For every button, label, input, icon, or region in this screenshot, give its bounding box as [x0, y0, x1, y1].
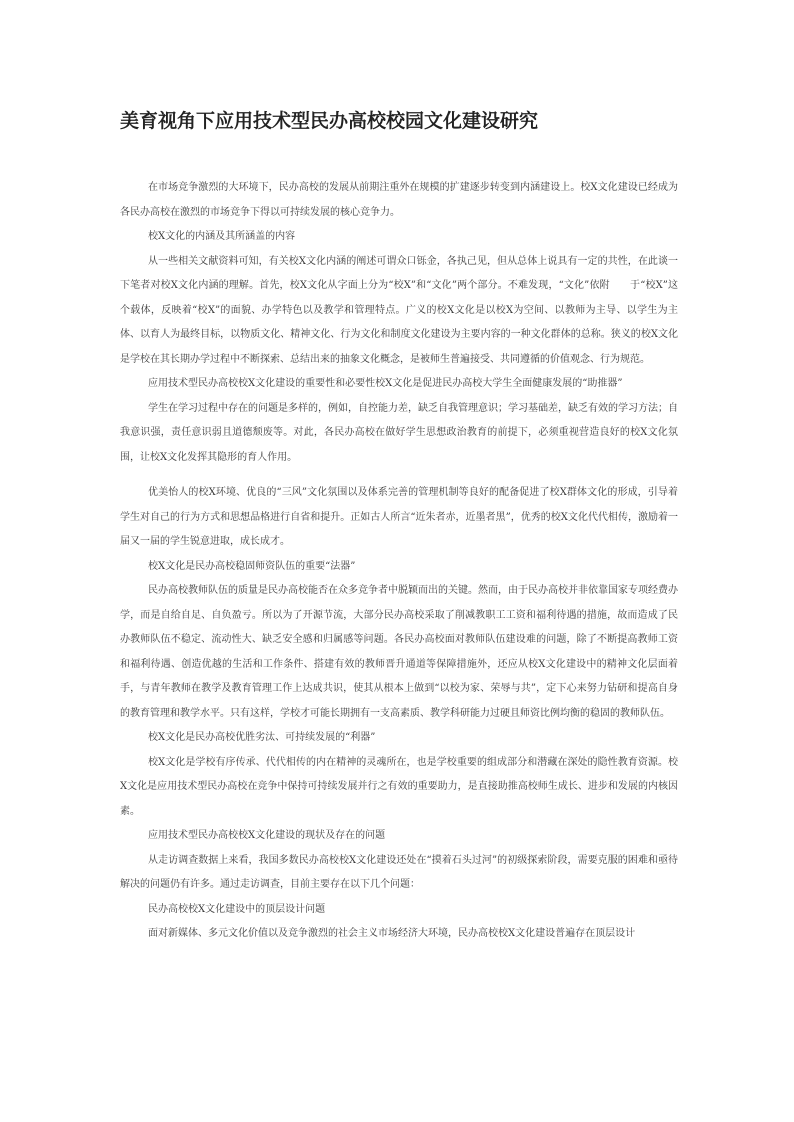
section-heading: 应用技术型民办高校校X文化建设的现状及存在的问题 [148, 830, 386, 841]
body-paragraph: 面对新媒体、多元文化价值以及竞争激烈的社会主义市场经济大环境，民办高校校X文化建设普遍存在顶层设计 [148, 928, 636, 939]
document-body [120, 176, 678, 947]
body-paragraph: 从走访调查数据上来看，我国多数民办高校校X文化建设还处在“摸着石头过河”的初级探索阶段，需要克服的困难和亟待解决的问题仍有许多。通过走访调查，目前主要存在以下几个问题： [120, 854, 678, 890]
body-paragraph: 从一些相关文献资料可知，有关校X文化内涵的阐述可谓众口铄金，各执己见，但从总体上说具有一定的共性，在此谈一下笔者对校X文化内涵的理解。首先，校X文化从字面上分为“校X”和“文化”两个部分。不难发现，“文化”依附 于“校X”这个载体，反映着“校X”的面貌、办学特色以及教学和管理特点。广义的校X文化是以校X为空间、以教师为主导、以学生为主体、以育人为最终目标，以物质文化、精神文化、行为文化和制度文化建设为主要内容的一种文化群体的总称。狭义的校X文化是学校在其长期办学过程中不断探索、总结出来的抽象文化概念，是被师生普遍接受、共同遵循的价值观念、行为规范。 [120, 255, 678, 365]
body-paragraph: 民办高校教师队伍的质量是民办高校能否在众多竞争者中脱颖而出的关键。然而，由于民办高校并非依靠国家专项经费办学，而是自给自足、自负盈亏。所以为了开源节流，大部分民办高校采取了削减教职工工资和福利待遇的措施，故而造成了民办教师队伍不稳定、流动性大、缺乏安全感和归属感等问题。各民办高校面对教师队伍建设难的问题，除了不断提高教师工资和福利待遇、创造优越的生活和工作条件、搭建有效的教师晋升通道等保障措施外，还应从校X文化建设中的精神文化层面着手，与青年教师在教学及教育管理工作上达成共识，使其从根本上做到“以校为家、荣辱与共”，定下心来努力钻研和提高自身的教育管理和教学水平。只有这样，学校才可能长期拥有一支高素质、教学科研能力过硬且师资比例均衡的稳固的教师队伍。 [120, 585, 678, 719]
section-heading: 民办高校校X文化建设中的顶层设计问题 [148, 903, 326, 915]
section-heading: 应用技术型民办高校校X文化建设的重要性和必要性校X文化是促进民办高校大学生全面健康发展的“助推器” [148, 378, 623, 389]
body-paragraph: 优美怡人的校X环境、优良的“三风”文化氛围以及体系完善的管理机制等良好的配备促进了校X群体文化的形成，引导着学生对自己的行为方式和思想品格进行自省和提升。正如古人所言“近朱者赤，近墨者黑”，优秀的校X文化代代相传，激励着一届又一届的学生锐意进取，成长成才。 [120, 487, 678, 547]
body-paragraph: 学生在学习过程中存在的问题是多样的，例如，自控能力差，缺乏自我管理意识；学习基础差，缺乏有效的学习方法；自我意识强，责任意识弱且道德颓废等。对此，各民办高校在做好学生思想政治教育的前提下，必须重视营造良好的校X文化氛围，让校X文化发挥其隐形的育人作用。 [120, 402, 678, 463]
section-heading: 校X文化是民办高校稳固师资队伍的重要“法器” [148, 560, 356, 572]
body-paragraph: 校X文化是学校有序传承、代代相传的内在精神的灵魂所在，也是学校重要的组成部分和潜藏在深处的隐性教育资源。校X文化是应用技术型民办高校在竞争中保持可持续发展并行之有效的重要助力，是直接助推高校师生成长、进步和发展的内核因素。 [120, 756, 678, 817]
section-heading: 校X文化的内涵及其所涵盖的内容 [148, 231, 296, 242]
section-heading: 校X文化是民办高校优胜劣汰、可持续发展的“利器” [148, 732, 376, 743]
document-title: 美育视角下应用技术型民办高校校园文化建设研究 [120, 110, 539, 132]
body-paragraph: 在市场竞争激烈的大环境下，民办高校的发展从前期注重外在规模的扩建逐步转变到内涵建设上。校X文化建设已经成为各民办高校在激烈的市场竞争下得以可持续发展的核心竞争力。 [120, 182, 678, 218]
